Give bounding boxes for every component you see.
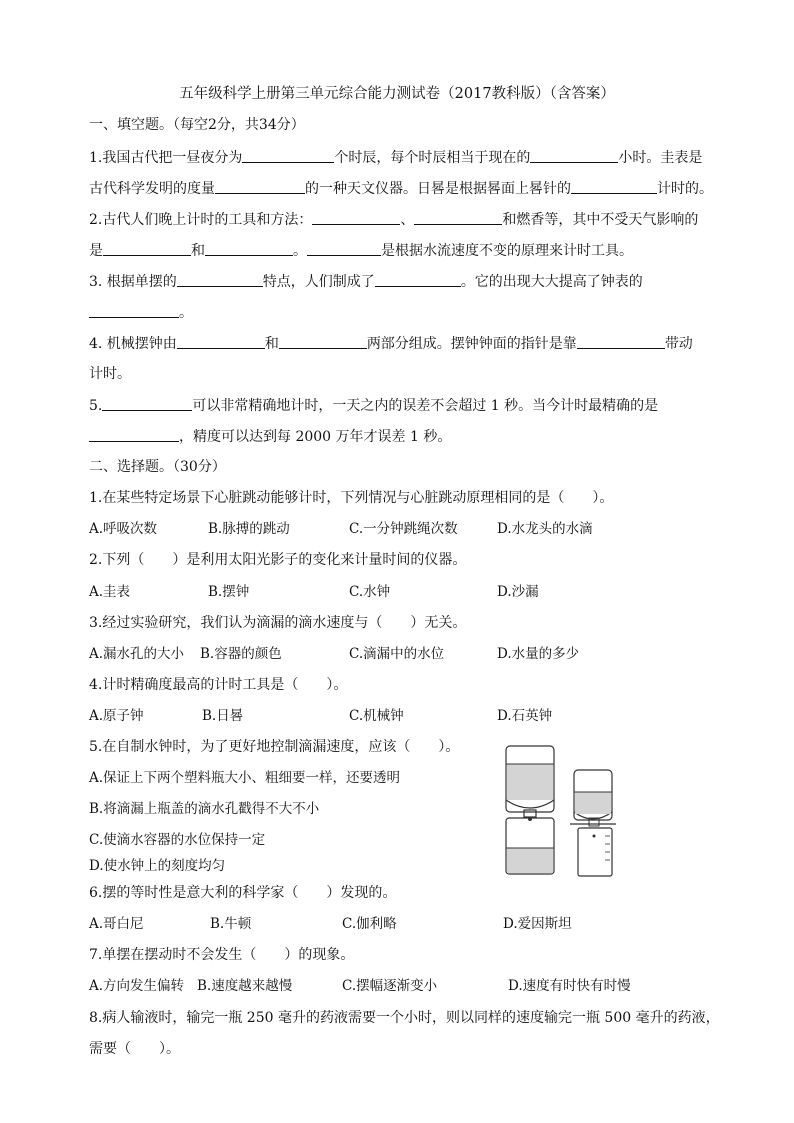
mc7-option-a[interactable]: A.方向发生偏转	[89, 978, 185, 994]
mc5-option-b[interactable]: B.将滴漏上瓶盖的滴水孔戳得不大不小	[89, 801, 320, 817]
answer-blank[interactable]	[102, 396, 192, 411]
q3-line1: 3. 根据单摆的 特点，人们制成了 。它的出现大大提高了钟表的	[89, 274, 643, 290]
mc1-option-c[interactable]: C.一分钟跳绳次数	[349, 521, 458, 537]
mc4-option-b[interactable]: B.日晷	[202, 708, 244, 724]
answer-blank[interactable]	[279, 334, 367, 349]
answer-blank[interactable]	[530, 148, 618, 163]
mc-question-4: 4.计时精确度最高的计时工具是（ ）。	[89, 677, 348, 693]
answer-blank[interactable]	[215, 179, 305, 194]
q4-line2: 计时。	[89, 366, 131, 382]
water-clock-figure	[500, 740, 630, 880]
answer-blank[interactable]	[242, 148, 334, 163]
q4-line1: 4. 机械摆钟由 和 两部分组成。摆钟钟面的指针是靠 带动	[89, 336, 693, 352]
mc6-option-d[interactable]: D.爱因斯坦	[503, 916, 572, 932]
mc7-option-c[interactable]: C.摆幅逐渐变小	[342, 978, 438, 994]
q3-line2: 。	[89, 303, 193, 322]
answer-blank[interactable]	[577, 334, 665, 349]
q2-line2: 是 和 。 是根据水流速度不变的原理来计时工具。	[89, 243, 633, 259]
mc-question-1: 1.在某些特定场景下心脏跳动能够计时，下列情况与心脏跳动原理相同的是（ ）。	[89, 490, 614, 506]
mc6-option-b[interactable]: B.牛顿	[210, 916, 252, 932]
mc-question-7: 7.单摆在摆动时不会发生（ ）的现象。	[89, 947, 355, 963]
mc3-option-c[interactable]: C.滴漏中的水位	[349, 646, 445, 662]
q1-line1: 1.我国古代把一昼夜分为 个时辰，每个时辰相当于现在的 小时。圭表是	[89, 150, 703, 166]
mc-question-3: 3.经过实验研究，我们认为滴漏的滴水速度与（ ）无关。	[89, 615, 467, 631]
answer-blank[interactable]	[414, 210, 502, 225]
mc-question-8-cont: 需要（ ）。	[89, 1041, 180, 1057]
mc5-option-c[interactable]: C.使滴水容器的水位保持一定	[89, 832, 266, 848]
answer-blank[interactable]	[312, 210, 400, 225]
mc3-option-d[interactable]: D.水量的多少	[497, 646, 580, 662]
answer-blank[interactable]	[103, 241, 191, 256]
answer-blank[interactable]	[177, 334, 265, 349]
mc4-option-a[interactable]: A.原子钟	[89, 708, 144, 724]
mc2-option-b[interactable]: B.摆钟	[208, 584, 250, 600]
mc7-option-d[interactable]: D.速度有时快有时慢	[508, 978, 631, 994]
water-clock-illustration	[500, 740, 630, 880]
mc6-option-a[interactable]: A.哥白尼	[89, 916, 144, 932]
answer-blank[interactable]	[89, 427, 179, 442]
q2-line1: 2.古代人们晚上计时的工具和方法： 、 和燃香等，其中不受天气影响的	[89, 212, 699, 228]
mc6-option-c[interactable]: C.伽利略	[342, 916, 397, 932]
section-heading-multiple-choice: 二、选择题。（30分）	[89, 459, 226, 475]
mc4-option-c[interactable]: C.机械钟	[349, 708, 404, 724]
mc2-option-c[interactable]: C.水钟	[349, 584, 391, 600]
mc2-option-a[interactable]: A.圭表	[89, 584, 131, 600]
page-title: 五年级科学上册第三单元综合能力测试卷（2017教科版）（含答案）	[179, 86, 615, 102]
mc1-option-d[interactable]: D.水龙头的水滴	[497, 521, 593, 537]
mc1-option-b[interactable]: B.脉搏的跳动	[208, 521, 290, 537]
q5-line2: ，精度可以达到每 2000 万年才误差 1 秒。	[89, 427, 451, 446]
q5-line1: 5. 可以非常精确地计时，一天之内的误差不会超过 1 秒。当今计时最精确的是	[89, 398, 659, 414]
mc-question-8: 8.病人输液时，输完一瓶 250 毫升的药液需要一个小时，则以同样的速度输完一瓶 500 毫升的药液，	[89, 1010, 720, 1026]
answer-blank[interactable]	[375, 272, 461, 287]
mc1-option-a[interactable]: A.呼吸次数	[89, 521, 158, 537]
answer-blank[interactable]	[205, 241, 293, 256]
mc-question-5: 5.在自制水钟时，为了更好地控制滴漏速度，应该（ ）。	[89, 739, 460, 755]
answer-blank[interactable]	[571, 179, 657, 194]
mc3-option-a[interactable]: A.漏水孔的大小	[89, 646, 185, 662]
mc-question-2: 2.下列（ ）是利用太阳光影子的变化来计量时间的仪器。	[89, 552, 467, 568]
answer-blank[interactable]	[177, 272, 263, 287]
mc5-option-a[interactable]: A.保证上下两个塑料瓶大小、粗细要一样，还要透明	[89, 770, 401, 786]
answer-blank[interactable]	[89, 303, 179, 318]
mc7-option-b[interactable]: B.速度越来越慢	[197, 978, 293, 994]
mc4-option-d[interactable]: D.石英钟	[497, 708, 553, 724]
section-heading-fill-in: 一、填空题。（每空2分，共34分）	[89, 117, 305, 133]
q1-line2: 古代科学发明的度量 的一种天文仪器。日晷是根据晷面上晷针的 计时的。	[89, 181, 713, 197]
mc-question-6: 6.摆的等时性是意大利的科学家（ ）发现的。	[89, 885, 397, 901]
mc2-option-d[interactable]: D.沙漏	[497, 584, 539, 600]
mc3-option-b[interactable]: B.容器的颜色	[200, 646, 282, 662]
mc5-option-d[interactable]: D.使水钟上的刻度均匀	[89, 858, 226, 874]
answer-blank[interactable]	[307, 241, 381, 256]
